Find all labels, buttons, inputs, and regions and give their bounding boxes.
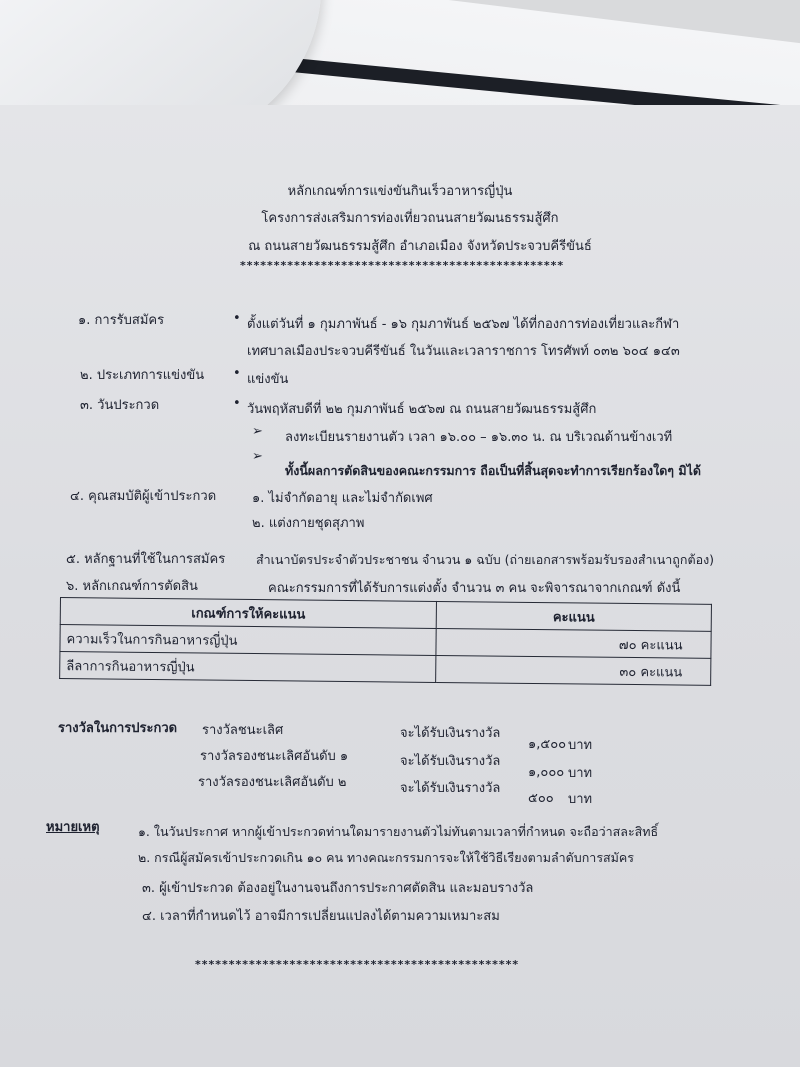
- prize-amount: ๑,๐๐๐: [528, 765, 565, 780]
- table-cell: ๓๐ คะแนน: [436, 655, 711, 685]
- item-1-text2: เทศบาลเมืองประจวบคีรีขันธ์ ในวันและเวลาราชการ โทรศัพท์ ๐๓๒ ๖๐๔ ๑๔๓: [247, 344, 680, 359]
- title-line-1: หลักเกณฑ์การแข่งขันกินเร็วอาหารญี่ปุ่น: [287, 184, 513, 199]
- item-2-label: ๒. ประเภทการแข่งขัน: [80, 368, 205, 383]
- prize-unit: บาท: [568, 766, 593, 781]
- prize-desc: จะได้รับเงินรางวัล: [400, 781, 501, 796]
- item-3-text: วันพฤหัสบดีที่ ๒๒ กุมภาพันธ์ ๒๕๖๗ ณ ถนนสายวัฒนธรรมสู้ศึก: [247, 402, 597, 417]
- notes-title: หมายเหตุ: [46, 820, 100, 835]
- arrow-icon: ➢: [252, 449, 263, 464]
- item-3-label: ๓. วันประกวด: [80, 398, 160, 413]
- table-header-score: คะแนน: [436, 601, 711, 631]
- item-1-text: ตั้งแต่วันที่ ๑ กุมภาพันธ์ - ๑๖ กุมภาพันธ์ ๒๕๖๗ ได้ที่กองการท่องเที่ยวและกีฬา: [247, 317, 680, 332]
- item-1-label: ๑. การรับสมัคร: [78, 313, 165, 328]
- prize-amount: ๕๐๐: [528, 791, 554, 806]
- bullet-1: •: [233, 311, 241, 326]
- prize-amount: ๑,๕๐๐: [528, 737, 567, 752]
- prize-desc: จะได้รับเงินรางวัล: [400, 726, 501, 741]
- prize-desc: จะได้รับเงินรางวัล: [400, 754, 501, 769]
- prize-name: รางวัลชนะเลิศ: [202, 723, 284, 738]
- table-cell: ความเร็วในการกินอาหารญี่ปุ่น: [60, 625, 436, 656]
- item-5-label: ๕. หลักฐานที่ใช้ในการสมัคร: [66, 552, 226, 567]
- prizes-title: รางวัลในการประกวด: [58, 721, 178, 736]
- note-item: ๑. ในวันประกาศ หากผู้เข้าประกวดท่านใดมารายงานตัวไม่ทันตามเวลาที่กำหนด จะถือว่าสละสิทธิ์: [138, 824, 659, 839]
- note-item: ๔. เวลาที่กำหนดไว้ อาจมีการเปลี่ยนแปลงได้ตามความเหมาะสม: [142, 909, 500, 924]
- prize-name: รางวัลรองชนะเลิศอันดับ ๒: [198, 775, 347, 790]
- header-divider: ************************************************: [240, 259, 565, 272]
- title-line-3: ณ ถนนสายวัฒนธรรมสู้ศึก อำเภอเมือง จังหวัดประจวบคีรีขันธ์: [248, 239, 592, 254]
- table-cell: ๗๐ คะแนน: [436, 628, 711, 658]
- score-table: [59, 597, 712, 686]
- table-row: [60, 652, 711, 686]
- item-6-label: ๖. หลักเกณฑ์การตัดสิน: [66, 579, 198, 594]
- note-item: ๒. กรณีผู้สมัครเข้าประกวดเกิน ๑๐ คน ทางคณะกรรมการจะให้ใช้วิธีเรียงตามลำดับการสมัคร: [138, 850, 634, 865]
- prize-name: รางวัลรองชนะเลิศอันดับ ๑: [200, 749, 349, 764]
- item-6-text: คณะกรรมการที่ได้รับการแต่งตั้ง จำนวน ๓ คน จะพิจารณาจากเกณฑ์ ดังนี้: [268, 581, 681, 596]
- item-4-label: ๔. คุณสมบัติผู้เข้าประกวด: [70, 489, 217, 504]
- title-line-2: โครงการส่งเสริมการท่องเที่ยวถนนสายวัฒนธรรมสู้ศึก: [261, 211, 559, 226]
- item-5-text: สำเนาบัตรประจำตัวประชาชน จำนวน ๑ ฉบับ (ถ่ายเอกสารพร้อมรับรองสำเนาถูกต้อง): [256, 552, 715, 567]
- arrow-icon: ➢: [252, 424, 263, 439]
- note-item: ๓. ผู้เข้าประกวด ต้องอยู่ในงานจนถึงการประกาศตัดสิน และมอบรางวัล: [142, 881, 534, 896]
- item-4-text2: ๒. แต่งกายชุดสุภาพ: [252, 516, 365, 531]
- bullet-3: •: [233, 396, 241, 411]
- prize-unit: บาท: [568, 738, 593, 753]
- table-header-criteria: เกณฑ์การให้คะแนน: [60, 598, 436, 629]
- item-2-text: แข่งขัน: [247, 372, 289, 387]
- item-3-sub2: ทั้งนี้ผลการตัดสินของคณะกรรมการ ถือเป็นที่สิ้นสุดจะทำการเรียกร้องใดๆ มิได้: [285, 463, 702, 478]
- table-cell: ลีลาการกินอาหารญี่ปุ่น: [60, 652, 436, 683]
- item-4-text: ๑. ไม่จำกัดอายุ และไม่จำกัดเพศ: [252, 491, 433, 506]
- prize-unit: บาท: [568, 792, 593, 807]
- footer-divider: ************************************************: [195, 958, 520, 971]
- bullet-2: •: [233, 366, 241, 381]
- item-3-sub1: ลงทะเบียนรายงานตัว เวลา ๑๖.๐๐ – ๑๖.๓๐ น. ณ บริเวณด้านข้างเวที: [285, 430, 673, 445]
